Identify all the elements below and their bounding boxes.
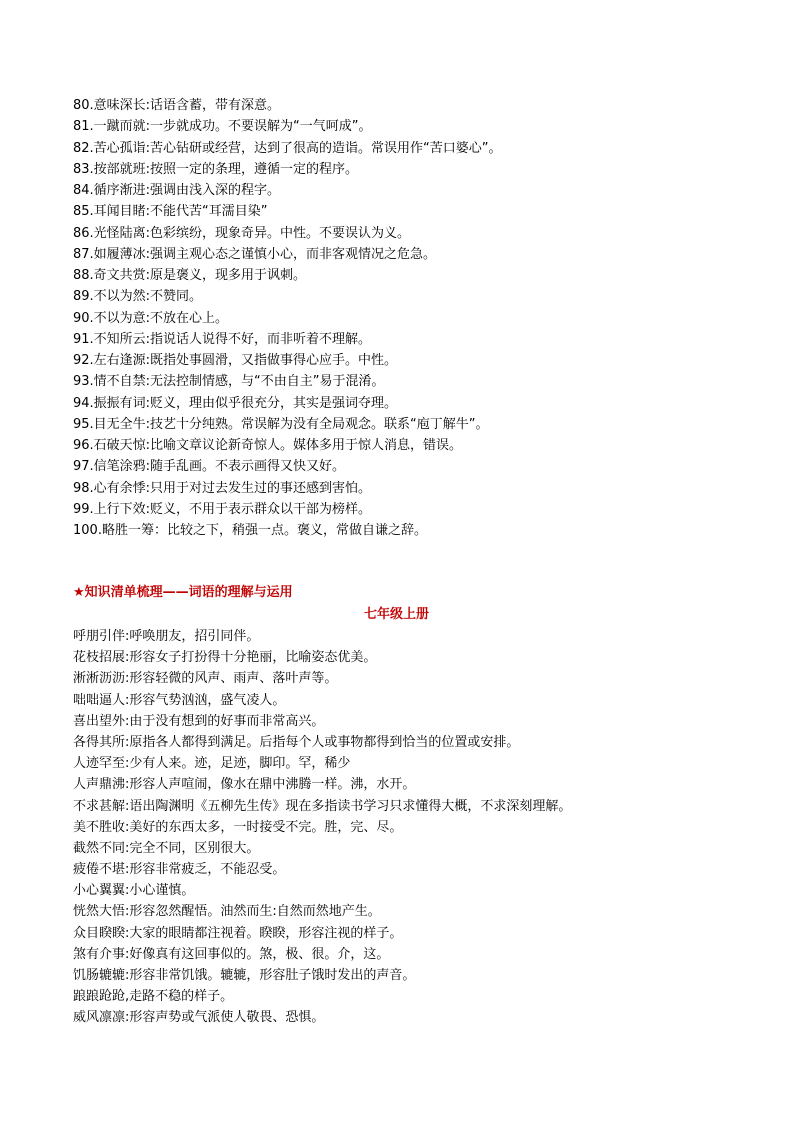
list-item: 呼朋引伴:呼唤朋友，招引同伴。 (73, 629, 260, 644)
list-item: 疲倦不堪:形容非常疲乏，不能忍受。 (73, 862, 286, 878)
list-item: 89.不以为然:不赞同。 (73, 289, 203, 305)
list-item: 83.按部就班:按照一定的条理，遵循一定的程序。 (73, 161, 359, 177)
list-item: 花枝招展:形容女子打扮得十分艳丽，比喻姿态优美。 (73, 650, 377, 666)
list-item: 99.上行下效:贬义，不用于表示群众以干部为榜样。 (73, 501, 372, 517)
list-item: 88.奇文共赏:原是褒义，现多用于讽刺。 (73, 268, 307, 283)
list-item: 威风凛凛:形容声势或气派使人敬畏、恐惧。 (73, 1010, 325, 1026)
list-item: 各得其所:原指各人都得到满足。后指每个人或事物都得到恰当的位置或安排。 (73, 734, 520, 750)
list-item: 煞有介事:好像真有这回事似的。煞，极、很。介，这。 (73, 946, 390, 962)
list-item: 84.循序渐进:强调由浅入深的程字。 (73, 183, 281, 198)
list-item: 93.情不自禁:无法控制情感，与“不由自主”易于混淆。 (73, 374, 385, 390)
list-item: 90.不以为意:不放在心上。 (73, 310, 229, 326)
list-item: 80.意味深长:话语含蓄，带有深意。 (73, 98, 281, 113)
list-item: 人声鼎沸:形容人声喧闹，像水在鼎中沸腾一样。沸，水开。 (73, 777, 416, 793)
list-item: 淅淅沥沥:形容轻微的风声、雨声、落叶声等。 (73, 671, 338, 687)
list-item: 不求甚解:语出陶渊明《五柳先生传》现在多指读书学习只求懂得大概，不求深刻理解。 (73, 798, 572, 814)
list-item: 人迹罕至:少有人来。迹，足迹，脚印。罕，稀少 (73, 756, 351, 772)
idiom-list-part1 (73, 95, 773, 541)
list-item: 91.不知所云:指说话人说得不好，而非听着不理解。 (73, 331, 372, 347)
list-item: 85.耳闻目睹:不能代苦“耳濡目染” (73, 204, 268, 220)
list-item: 众目睽睽:大家的眼睛都注视着。睽睽，形容注视的样子。 (73, 925, 403, 941)
list-item: 95.目无全牛:技艺十分纯熟。常误解为没有全局观念。联系“庖丁解牛”。 (73, 416, 489, 432)
list-item: 98.心有余悸:只用于对过去发生过的事还感到害怕。 (73, 480, 372, 496)
list-item: 87.如履薄冰:强调主观心态之谨慎小心，而非客观情况之危急。 (73, 246, 437, 262)
list-item: 咄咄逼人:形容气势汹汹，盛气凌人。 (73, 692, 286, 708)
grade-title: 七年级上册 (364, 607, 430, 622)
list-item: 截然不同:完全不同，区别很大。 (73, 840, 260, 856)
list-item: 恍然大悟:形容忽然醒悟。油然而生:自然而然地产生。 (73, 904, 381, 920)
list-item: 81.一蹴而就:一步就成功。不要误解为“一气呵成”。 (73, 119, 372, 135)
list-item: 踉踉跄跄,走路不稳的样子。 (73, 989, 234, 1005)
list-item: 92.左右逢源:既指处事圆滑，又指做事得心应手。中性。 (73, 353, 398, 368)
list-item: 小心翼翼:小心谨慎。 (73, 883, 195, 899)
list-item: 饥肠辘辘:形容非常饥饿。辘辘，形容肚子饿时发出的声音。 (73, 968, 416, 983)
list-item: 97.信笔涂鸦:随手乱画。不表示画得又快又好。 (73, 459, 346, 475)
section-title: ★知识清单梳理——词语的理解与运用 (73, 585, 293, 600)
list-item: 96.石破天惊:比喻文章议论新奇惊人。媒体多用于惊人消息，错误。 (73, 438, 463, 453)
idiom-list-part2 (73, 626, 773, 1029)
list-item: 82.苦心孤诣:苦心钻研或经营，达到了很高的造诣。常误用作“苦口婆心”。 (73, 140, 502, 156)
list-item: 94.振振有词:贬义，理由似乎很充分，其实是强词夺理。 (73, 395, 398, 411)
list-item: 美不胜收:美好的东西太多，一时接受不完。胜，完、尽。 (73, 819, 403, 835)
list-item: 86.光怪陆离:色彩缤纷，现象奇异。中性。不要误认为义。 (73, 225, 411, 241)
list-item: 100.略胜一筹：比较之下，稍强一点。褒义，常做自谦之辞。 (73, 523, 427, 538)
list-item: 喜出望外:由于没有想到的好事而非常高兴。 (73, 713, 325, 729)
